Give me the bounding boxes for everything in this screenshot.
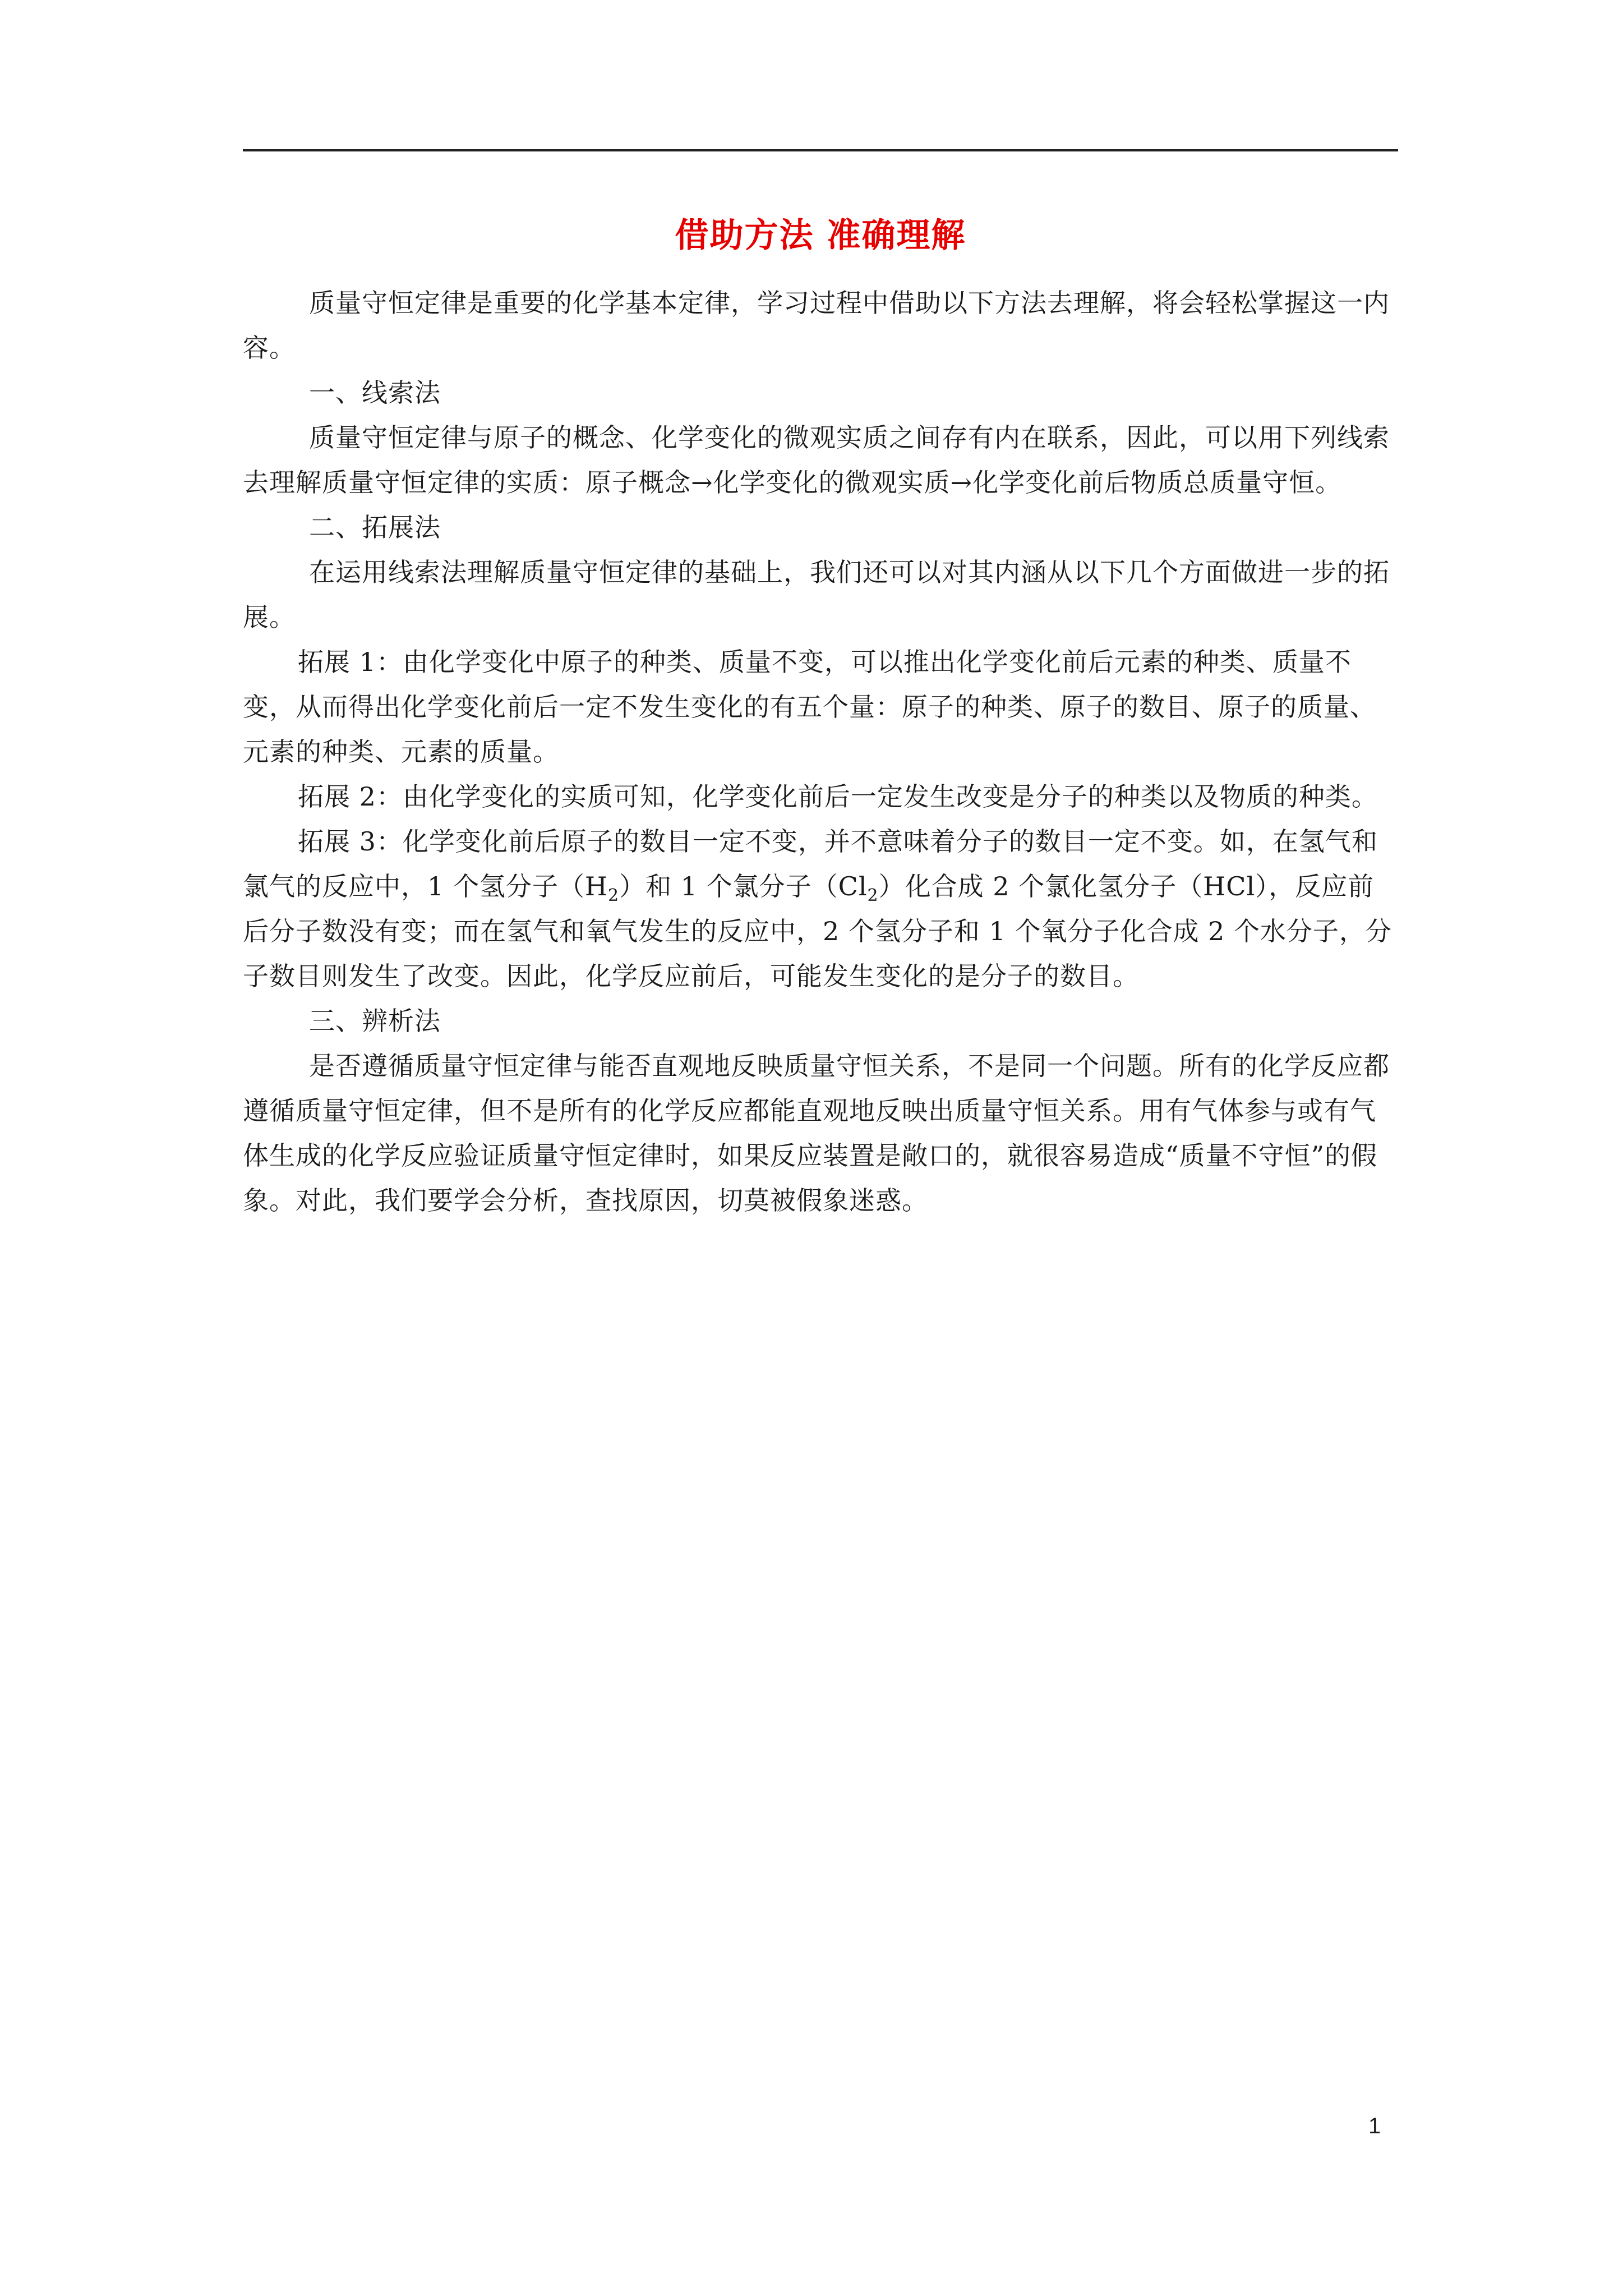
article-body [243, 280, 1398, 1223]
cl2-subscript: 2 [867, 886, 879, 906]
extension1-paragraph: 拓展 1：由化学变化中原子的种类、质量不变，可以推出化学变化前后元素的种类、质量不变，从而得出化学变化前后一定不发生变化的有五个量：原子的种类、原子的数目、原子的质量、元素的种类、元素的质量。 [243, 647, 1376, 767]
header-rule [243, 149, 1398, 151]
section2-heading: 二、拓展法 [309, 512, 441, 542]
extension3-text-part1: 拓展 3：化学变化前后原子的数目一定不变，并不意味着分子的数目一定不变。如，在氢气和氯气的反应中，1 个氢分子（H [243, 826, 1378, 901]
section3-heading: 三、辨析法 [309, 1006, 441, 1036]
intro-paragraph: 质量守恒定律是重要的化学基本定律，学习过程中借助以下方法去理解，将会轻松掌握这一内容。 [243, 288, 1390, 363]
section1-paragraph: 质量守恒定律与原子的概念、化学变化的微观实质之间存有内在联系，因此，可以用下列线索去理解质量守恒定律的实质：原子概念→化学变化的微观实质→化学变化前后物质总质量守恒。 [243, 422, 1390, 498]
extension2-paragraph: 拓展 2：由化学变化的实质可知，化学变化前后一定发生改变是分子的种类以及物质的种类。 [298, 781, 1378, 812]
section3-paragraph: 是否遵循质量守恒定律与能否直观地反映质量守恒关系，不是同一个问题。所有的化学反应都遵循质量守恒定律，但不是所有的化学反应都能直观地反映出质量守恒关系。用有气体参与或有气体生成的化学反应验证质量守恒定律时，如果反应装置是敞口的，就很容易造成“质量不守恒”的假象。对此，我们要学会分析，查找原因，切莫被假象迷惑。 [243, 1051, 1390, 1216]
h2-subscript: 2 [608, 886, 620, 906]
page-number: 1 [1368, 2114, 1381, 2138]
extension3-text-part2: ）和 1 个氯分子（Cl [619, 871, 868, 901]
extension3-text-part3: ）化合成 2 个氯化氢分子（HCl），反应前后分子数没有变；而在氢气和氧气发生的反应中，2 个氢分子和 1 个氧分子化合成 2 个水分子，分子数目则发生了改变。因此，化学反应前后，可能发生变化的是分子的数目。 [243, 871, 1392, 991]
extension3-paragraph [243, 819, 1398, 999]
section2-paragraph: 在运用线索法理解质量守恒定律的基础上，我们还可以对其内涵从以下几个方面做进一步的拓展。 [243, 557, 1390, 632]
section1-heading: 一、线索法 [309, 378, 441, 408]
page-title: 借助方法 准确理解 [675, 216, 966, 255]
